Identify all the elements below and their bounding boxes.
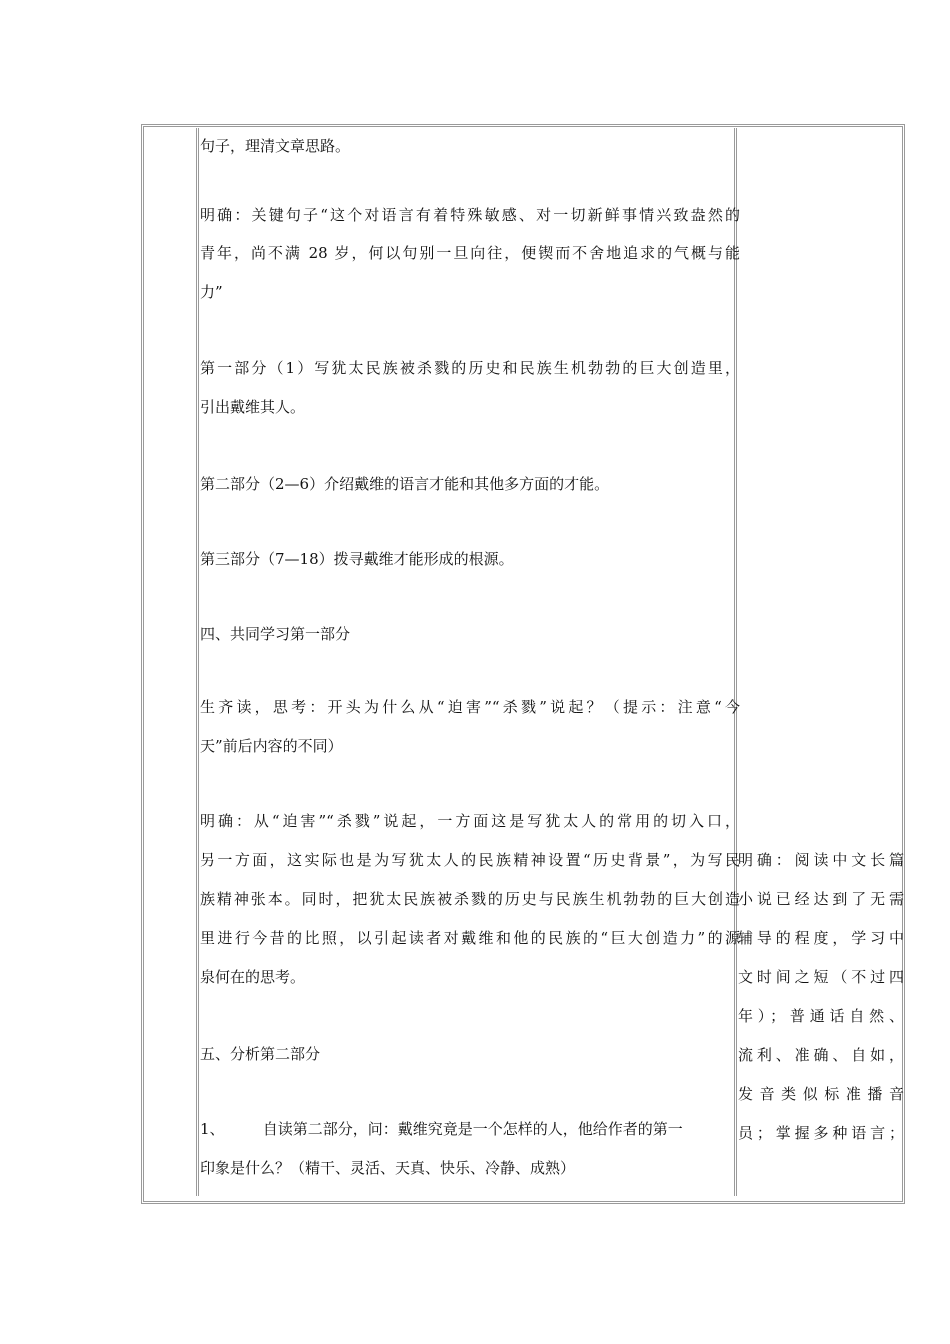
content-line: 引出戴维其人。 xyxy=(200,398,306,416)
content-line: 1、 自读第二部分，问：戴维究竟是一个怎样的人，他给作者的第一 xyxy=(200,1120,683,1138)
teaching-notes-column xyxy=(738,128,906,1198)
note-line: 明确：阅读中文长篇 xyxy=(738,851,904,869)
note-line: 小说已经达到了无需 xyxy=(738,890,904,908)
content-line: 第一部分（1）写犹太民族被杀戮的历史和民族生机勃勃的巨大创造里， xyxy=(200,359,740,377)
content-line: 力” xyxy=(200,283,223,301)
section-heading: 五、分析第二部分 xyxy=(200,1045,321,1063)
content-line: 明确：关键句子“这个对语言有着特殊敏感、对一切新鲜事情兴致盎然的 xyxy=(200,206,740,224)
content-line: 青年，尚不满 28 岁，何以句别一旦向往，便锲而不舍地追求的气概与能 xyxy=(200,244,740,262)
content-line: 第三部分（7—18）拨寻戴维才能形成的根源。 xyxy=(200,550,514,568)
content-line: 族精神张本。同时，把犹太民族被杀戮的历史与民族生机勃勃的巨大创造 xyxy=(200,890,740,908)
content-line: 生齐读，思考：开头为什么从“迫害”“杀戮”说起？（提示：注意“今 xyxy=(200,698,740,716)
note-line: 年）；普通话自然、 xyxy=(738,1007,904,1025)
content-line: 明确：从“迫害”“杀戮”说起，一方面这是写犹太人的常用的切入口， xyxy=(200,812,740,830)
content-line: 天”前后内容的不同） xyxy=(200,737,343,755)
content-line: 印象是什么？（精干、灵活、天真、快乐、冷静、成熟） xyxy=(200,1159,576,1177)
note-line: 辅导的程度，学习中 xyxy=(738,929,904,947)
note-line: 流利、准确、自如， xyxy=(738,1046,904,1064)
content-line: 泉何在的思考。 xyxy=(200,968,306,986)
column-divider-left xyxy=(196,128,199,1196)
content-line: 里进行今昔的比照，以引起读者对戴维和他的民族的“巨大创造力”的源 xyxy=(200,929,740,947)
content-line: 第二部分（2—6）介绍戴维的语言才能和其他多方面的才能。 xyxy=(200,475,610,493)
content-line: 句子，理清文章思路。 xyxy=(200,137,351,155)
content-line: 另一方面，这实际也是为写犹太人的民族精神设置“历史背景”，为写民 xyxy=(200,851,740,869)
note-line: 员；掌握多种语言； xyxy=(738,1124,904,1142)
lesson-content-column xyxy=(200,128,740,1198)
note-line: 发音类似标准播音 xyxy=(738,1085,904,1103)
section-heading: 四、共同学习第一部分 xyxy=(200,625,351,643)
note-line: 文时间之短（不过四 xyxy=(738,968,904,986)
